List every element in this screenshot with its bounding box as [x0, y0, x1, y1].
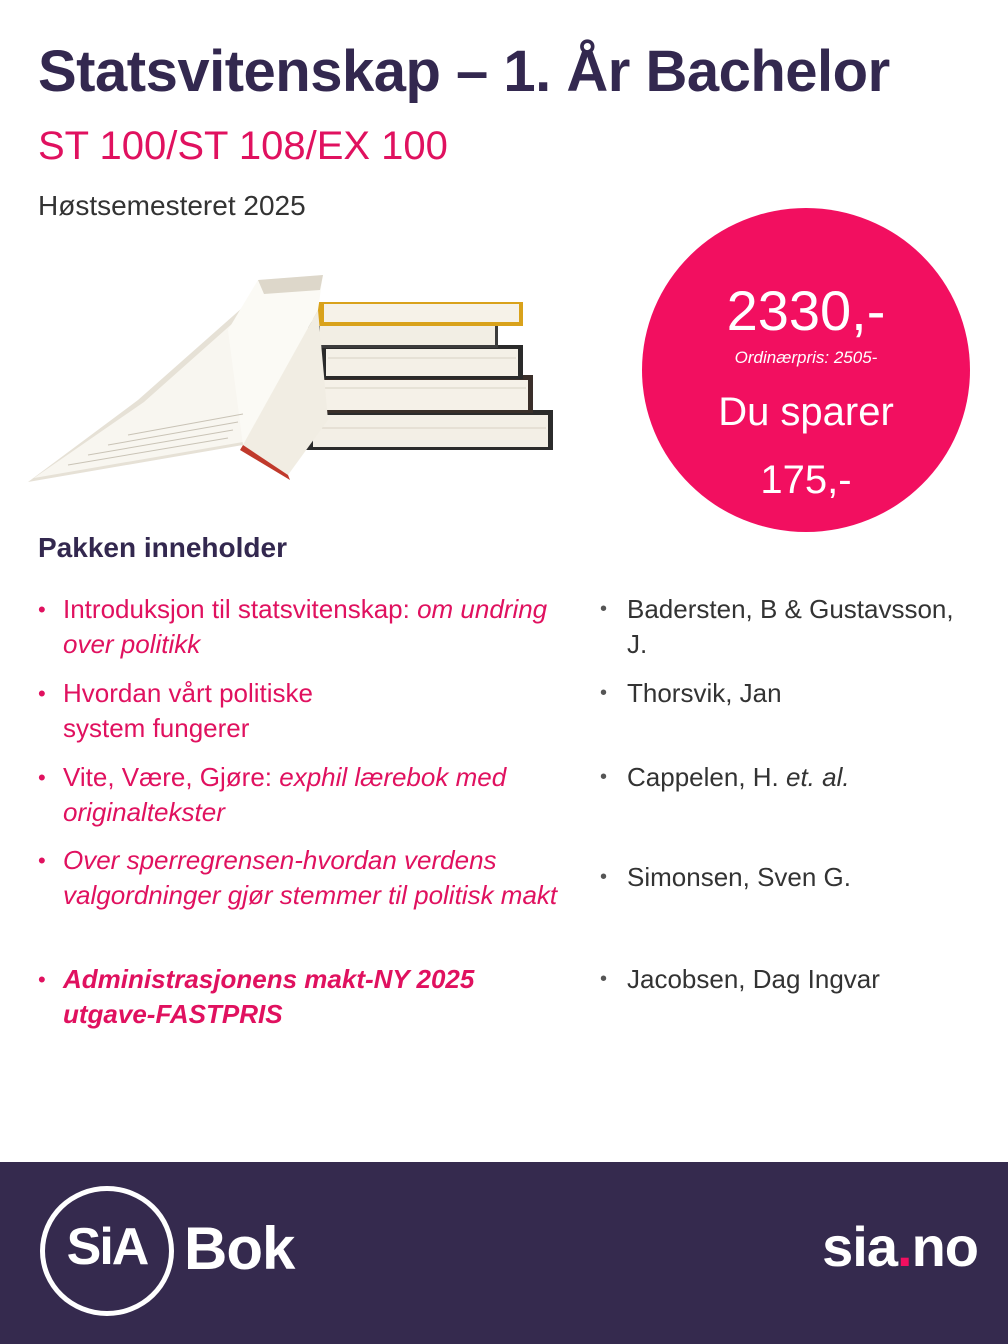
book-title: • Over sperregrensen-hvordan verdens valgordninger gjør stemmer til politisk makt [38, 845, 558, 910]
savings-label: Du sparer [718, 390, 894, 434]
open-book [28, 275, 328, 482]
book-author: • Cappelen, H. et. al. [600, 760, 980, 795]
ordinary-price: Ordinærpris: 2505- [734, 348, 878, 367]
book-author: • Simonsen, Sven G. [600, 860, 980, 895]
book-title: • Introduksjon til statsvitenskap: om undring over politikk [38, 594, 548, 659]
course-codes: ST 100/ST 108/EX 100 [38, 124, 448, 168]
bullet-icon: • [38, 848, 46, 873]
book-title: • Administrasjonens makt-NY 2025 utgave-FASTPRIS [38, 964, 475, 1029]
book-title: • Vite, Være, Gjøre: exphil lærebok med originaltekster [38, 762, 507, 827]
book-stack-image [28, 270, 568, 495]
bullet-icon: • [600, 866, 608, 888]
price-badge [642, 208, 970, 532]
book-title: • Hvordan vårt politiske system fungerer [38, 678, 313, 743]
stacked-books [298, 302, 553, 450]
bullet-icon: • [38, 597, 46, 622]
semester-label: Høstsemesteret 2025 [38, 190, 306, 221]
bullet-icon: • [38, 967, 46, 992]
brand-name: Bok [184, 1215, 295, 1282]
book-author: • Thorsvik, Jan [600, 676, 980, 711]
bullet-icon: • [600, 968, 608, 990]
sia-logo [40, 1186, 174, 1316]
sia-logo-text: SiA [66, 1218, 148, 1276]
bullet-icon: • [38, 681, 46, 706]
package-contents-heading: Pakken inneholder [38, 532, 287, 563]
bullet-icon: • [600, 682, 608, 704]
bullet-icon: • [38, 765, 46, 790]
package-price: 2330,- [726, 279, 886, 342]
book-author: • Jacobsen, Dag Ingvar [600, 962, 980, 997]
book-author: • Badersten, B & Gustavsson, J. [600, 594, 954, 659]
website-link[interactable]: sia.no [822, 1215, 978, 1278]
bullet-icon: • [600, 598, 608, 620]
savings-amount: 175,- [760, 458, 852, 502]
bullet-icon: • [600, 766, 608, 788]
page-title: Statsvitenskap – 1. År Bachelor [38, 39, 890, 104]
site-dot: . [897, 1215, 912, 1278]
footer-bar [0, 1162, 1008, 1344]
